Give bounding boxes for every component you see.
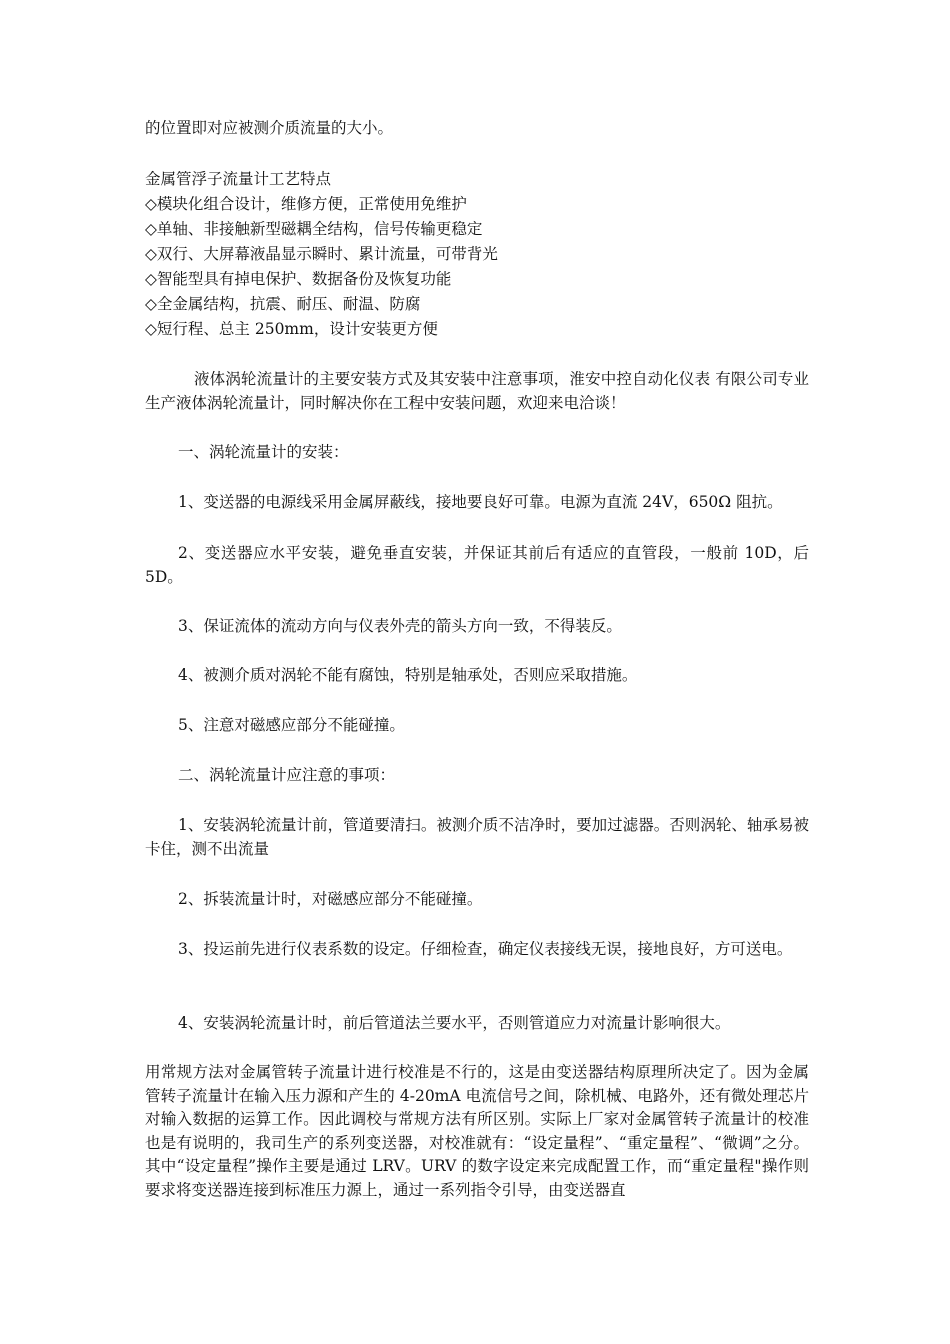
calibration-paragraph: 用常规方法对金属管转子流量计进行校准是不行的，这是由变送器结构原理所决定了。因为金属管转子流量计在输入压力源和产生的 4-20mA 电流信号之间，除机械、电路外，还有微处理芯片对输入数据的运算工作。因此调校与常规方法有所区别。实际上厂家对金属管转子流量计的校准也是有说明的，我司生产的系列变送器，对校准就有：“设定量程”、“重定量程”、“微调”之分。其中“设定量程”操作主要是通过 LRV。URV 的数字设定来完成配置工作，而“重定量程"操作则要求将变送器连接到标准压力源上，通过一系列指令引导，由变送器直	[145, 1063, 809, 1199]
section2-item: 3、投运前先进行仪表系数的设定。仔细检查，确定仪表接线无误，接地良好，方可送电。	[178, 940, 793, 958]
section1-item: 3、保证流体的流动方向与仪表外壳的箭头方向一致，不得装反。	[178, 617, 622, 635]
feature-item: ◇双行、大屏幕液晶显示瞬时、累计流量，可带背光	[145, 245, 498, 263]
section1-item: 5、注意对磁感应部分不能碰撞。	[178, 716, 405, 734]
section1-item: 1、变送器的电源线采用金属屏蔽线，接地要良好可靠。电源为直流 24V，650Ω 阻抗。	[178, 493, 783, 511]
intro-paragraph: 液体涡轮流量计的主要安装方式及其安装中注意事项，淮安中控自动化仪表 有限公司专业生产液体涡轮流量计，同时解决你在工程中安装问题，欢迎来电洽谈！	[145, 370, 809, 412]
top-fragment: 的位置即对应被测介质流量的大小。	[145, 119, 394, 137]
section2-title: 二、涡轮流量计应注意的事项：	[178, 766, 396, 784]
feature-item: ◇短行程、总主 250mm，设计安装更方便	[145, 320, 438, 338]
feature-item: ◇智能型具有掉电保护、数据备份及恢复功能	[145, 270, 452, 288]
feature-item: ◇模块化组合设计，维修方便，正常使用免维护	[145, 195, 467, 213]
section2-item: 1、安装涡轮流量计前，管道要清扫。被测介质不洁净时，要加过滤器。否则涡轮、轴承易被卡住，测不出流量	[145, 816, 809, 858]
section1-item: 4、被测介质对涡轮不能有腐蚀，特别是轴承处，否则应采取措施。	[178, 666, 638, 684]
features-title: 金属管浮子流量计工艺特点	[145, 170, 332, 188]
section1-title: 一、涡轮流量计的安装：	[178, 443, 349, 461]
section1-item: 2、变送器应水平安装，避免垂直安装，并保证其前后有适应的直管段，一般前 10D，后 5D。	[145, 544, 809, 586]
feature-item: ◇全金属结构，抗震、耐压、耐温、防腐	[145, 295, 421, 313]
section2-item: 4、安装涡轮流量计时，前后管道法兰要水平，否则管道应力对流量计影响很大。	[178, 1014, 731, 1032]
feature-item: ◇单轴、非接触新型磁耦全结构，信号传输更稳定	[145, 220, 483, 238]
section2-item: 2、拆装流量计时，对磁感应部分不能碰撞。	[178, 890, 483, 908]
